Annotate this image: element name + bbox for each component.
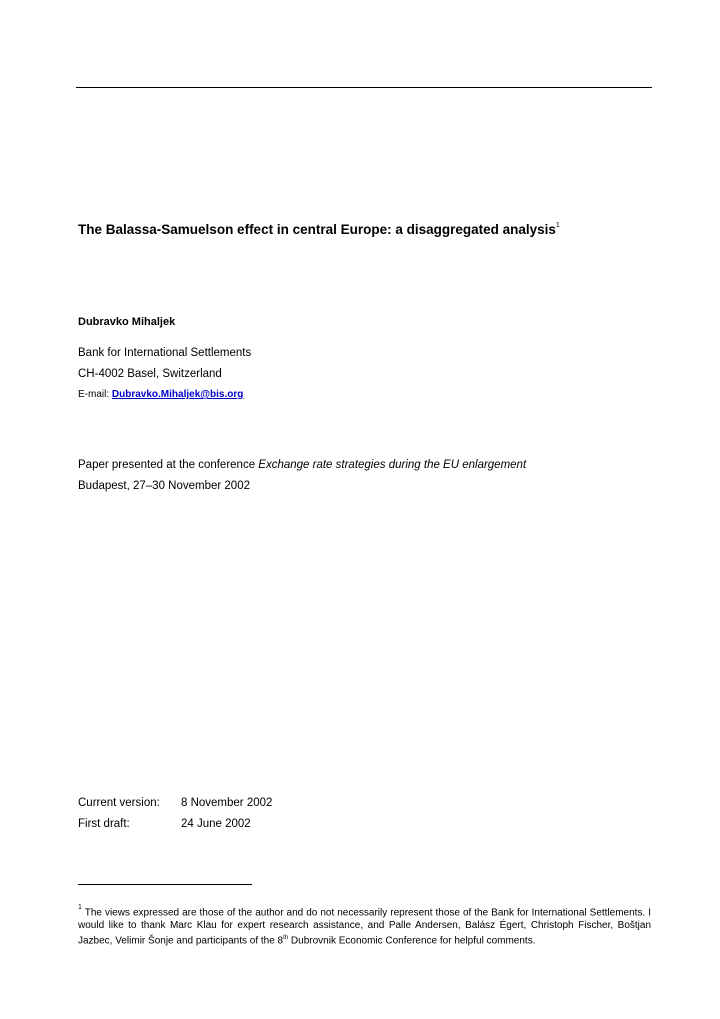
institution: Bank for International Settlements — [78, 347, 252, 359]
paper-title-text: The Balassa-Samuelson effect in central Europe: a disaggregated analysis — [78, 222, 556, 237]
current-version-label: Current version: — [78, 797, 160, 809]
footnote-text-part2: Dubrovnik Economic Conference for helpful comments. — [288, 935, 536, 947]
conference-intro: Paper presented at the conference — [78, 459, 259, 471]
conference-location-date: Budapest, 27–30 November 2002 — [78, 480, 250, 492]
paper-title — [78, 222, 560, 237]
footnote-number: 1 — [78, 904, 82, 911]
address: CH-4002 Basel, Switzerland — [78, 368, 222, 380]
current-version-row — [78, 797, 272, 809]
author-name: Dubravko Mihaljek — [78, 316, 176, 328]
first-draft-row — [78, 818, 251, 830]
footnote — [78, 903, 651, 948]
header-rule — [76, 87, 652, 88]
email-line — [78, 389, 243, 400]
footnote-separator — [78, 884, 252, 885]
footnote-text-part1: The views expressed are those of the author and do not necessarily represent those of the Bank for International Settlements. I would like to thank Marc Klau for expert research assistance, and Palle Andersen, Balász Égert, Christoph Fischer, Boštjan Jazbec, Velimir Šonje and participants of the 8 — [78, 907, 651, 947]
footnote-superscript: th — [283, 935, 289, 942]
conference-line — [78, 459, 526, 471]
current-version-value: 8 November 2002 — [181, 797, 273, 809]
conference-name: Exchange rate strategies during the EU enlargement — [258, 459, 527, 471]
title-footnote-ref[interactable]: 1 — [555, 221, 560, 229]
email-link[interactable]: Dubravko.Mihaljek@bis.org — [111, 389, 244, 400]
first-draft-value: 24 June 2002 — [181, 818, 251, 830]
email-label: E-mail: — [78, 389, 112, 400]
first-draft-label: First draft: — [78, 818, 130, 830]
